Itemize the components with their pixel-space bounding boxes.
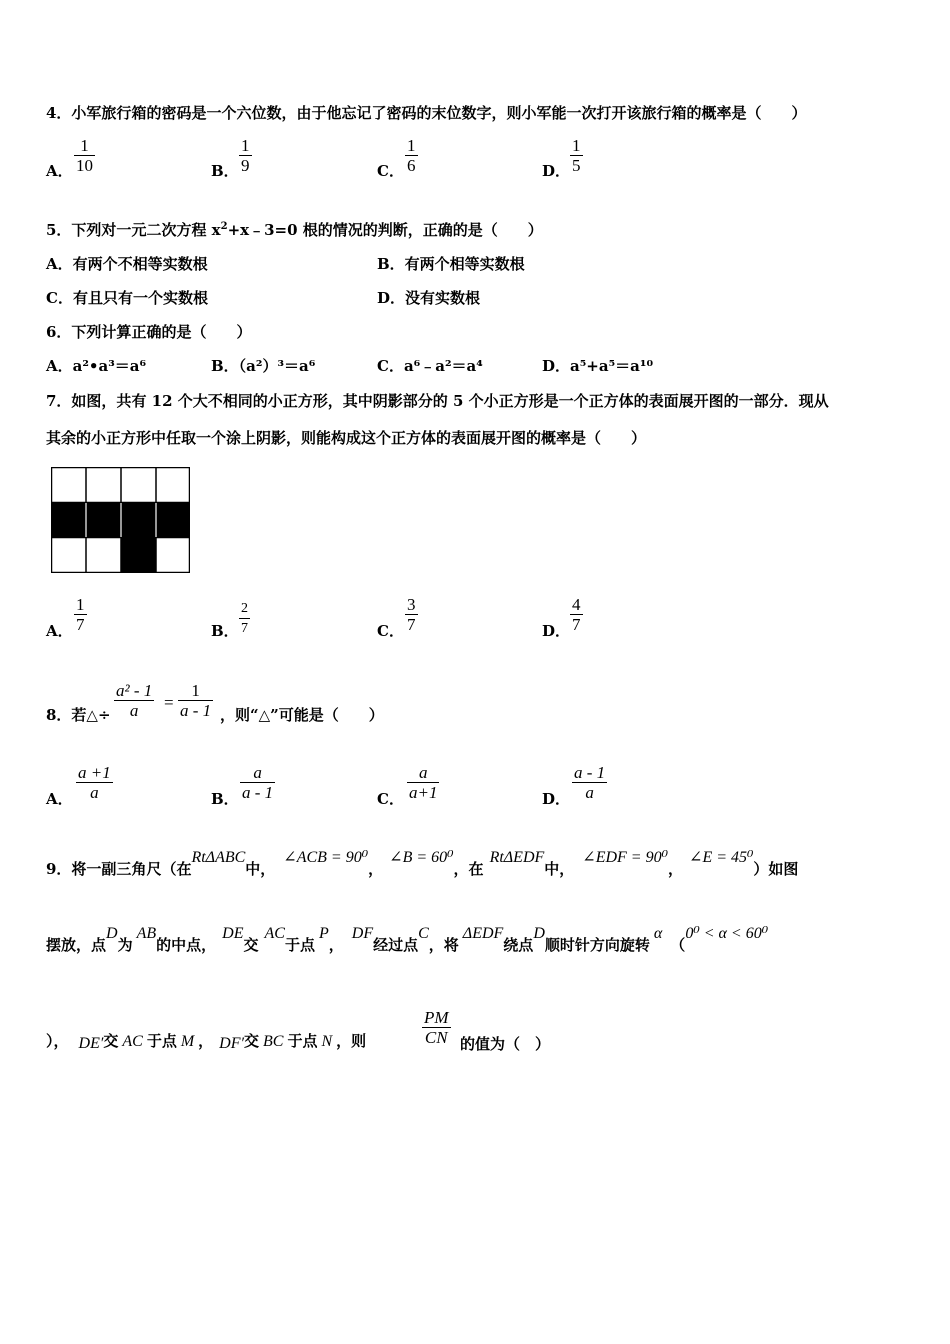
q9-line2: 摆放，点D为AB的中点，DE交AC于点P，DF经过点C，将ΔEDF绕点D顺时针方向旋转α（0⁰ < α < 60⁰ (46, 925, 769, 954)
q5-option-a: A．有两个不相等实数根 (46, 255, 208, 273)
q4-option-b-fraction: $\frac{1}{9}$ (241, 136, 250, 175)
q7-option-b-letter: B． (211, 622, 239, 640)
q8-option-c-letter: C． (377, 790, 404, 808)
q6-option-b: B．（a²）³＝a⁶ (211, 357, 316, 375)
q9-ratio-fraction: $\frac{PM}{CN}$ (424, 1008, 449, 1047)
q8-option-c-fraction: $\frac{a}{a+1}$ (409, 763, 438, 802)
q8-option-b-letter: B． (211, 790, 239, 808)
q4-stem: 4．小军旅行箱的密码是一个六位数，由于他忘记了密码的末位数字，则小军能一次打开该旅行箱的概率是（ ） (46, 104, 807, 122)
q8-fraction-2: $\frac{1}{a - 1}$ (180, 681, 212, 720)
q4-option-b-letter: B． (211, 162, 239, 180)
q7-stem-line2: 其余的小正方形中任取一个涂上阴影，则能构成这个正方体的表面展开图的概率是（ ） (46, 429, 647, 447)
q8-prefix: 8．若△÷ (46, 706, 111, 724)
q7-option-a-fraction: $\frac{1}{7}$ (76, 595, 85, 634)
q8-option-d-letter: D． (542, 790, 571, 808)
q8-equals: = (164, 693, 174, 712)
q6-stem: 6．下列计算正确的是（ ） (46, 323, 252, 341)
q7-option-c-letter: C． (377, 622, 404, 640)
q4-option-c-fraction: $\frac{1}{6}$ (407, 136, 416, 175)
q7-squares-figure (51, 467, 190, 573)
q4-option-d-letter: D． (542, 162, 571, 180)
q4-option-a-fraction: $\frac{1}{10}$ (76, 136, 93, 175)
q8-option-a-letter: A． (46, 790, 73, 808)
q4-option-a-letter: A． (46, 162, 73, 180)
q4-option-c-letter: C． (377, 162, 404, 180)
q5-option-d: D．没有实数根 (377, 289, 481, 307)
q7-stem-line1: 7．如图，共有 12 个大不相同的小正方形，其中阴影部分的 5 个小正方形是一个正方体的表面展开图的一部分．现从 (46, 392, 829, 410)
q7-shaded-square (121, 537, 156, 573)
q4-option-d-fraction: $\frac{1}{5}$ (572, 136, 581, 175)
q7-option-d-letter: D． (542, 622, 571, 640)
q7-option-d-fraction: $\frac{4}{7}$ (572, 595, 581, 634)
q7-option-a-letter: A． (46, 622, 73, 640)
q8-option-b-fraction: $\frac{a}{a - 1}$ (242, 763, 274, 802)
q6-option-c: C．a⁶﹣a²＝a⁴ (377, 357, 483, 375)
q6-option-a: A．a²•a³＝a⁶ (46, 357, 147, 375)
q6-option-d: D．a⁵+a⁵＝a¹⁰ (542, 357, 654, 375)
q7-option-c-fraction: $\frac{3}{7}$ (407, 595, 416, 634)
q5-option-c: C．有且只有一个实数根 (46, 289, 208, 307)
q9-ratio-suffix: 的值为（ ） (460, 1035, 551, 1053)
q8-option-d-fraction: $\frac{a - 1}{a}$ (574, 763, 606, 802)
q9-line1: 9．将一副三角尺（在RtΔABC中，∠ACB = 90⁰，∠B = 60⁰，在RtΔEDF中，∠EDF = 90⁰，∠E = 45⁰）如图 (46, 849, 799, 878)
q8-option-a-fraction: $\frac{a +1}{a}$ (78, 763, 111, 802)
q5-stem: 5．下列对一元二次方程 $x^2+x﹣3=0$ 根的情况的判断，正确的是（ ） (46, 221, 543, 239)
q8-suffix: ，则“△”可能是（ ） (220, 706, 384, 724)
q5-option-b: B．有两个相等实数根 (377, 255, 525, 273)
q8-fraction-1: $\frac{\text{a² - 1}}{a}$ (116, 681, 153, 720)
q7-option-b-fraction: $\frac{2}{7}$ (241, 601, 248, 636)
q9-line3: ）， DE′交 AC 于点 M ， DF′交 BC 于点 N ，则 (46, 1032, 367, 1052)
